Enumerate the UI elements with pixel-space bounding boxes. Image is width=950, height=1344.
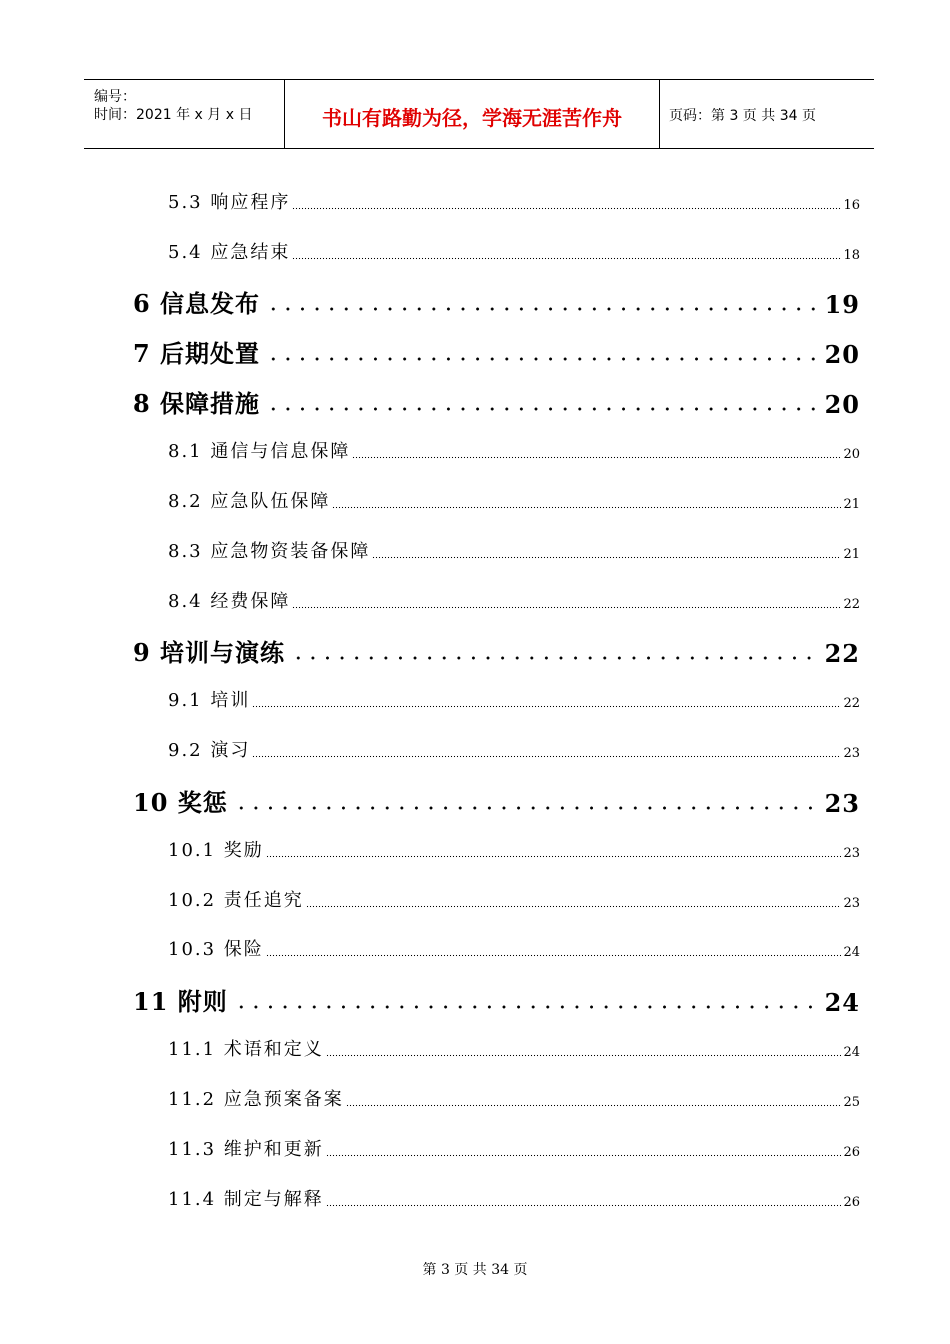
toc-entry-8-4[interactable] (168, 587, 860, 613)
toc-entry-page: 24 (843, 945, 860, 960)
toc-entry-page: 20 (824, 390, 860, 419)
toc-entry-label: 10.1 奖励 (168, 840, 264, 861)
toc-dot-leader (252, 702, 841, 708)
toc-entry-page: 23 (843, 746, 860, 761)
toc-entry-11[interactable] (133, 982, 860, 1017)
toc-entry-9[interactable] (133, 633, 860, 668)
toc-entry-label: 8 保障措施 (133, 389, 261, 418)
document-number-label: 编号： (94, 89, 136, 105)
toc-entry-page: 26 (843, 1145, 860, 1160)
toc-dot-leader (266, 305, 821, 313)
toc-dot-leader (266, 355, 821, 363)
toc-entry-page: 20 (843, 447, 860, 462)
toc-entry-6[interactable] (133, 284, 860, 319)
toc-dot-leader (326, 1051, 842, 1057)
toc-entry-page: 23 (843, 846, 860, 861)
toc-dot-leader (252, 752, 841, 758)
toc-entry-label: 9 培训与演练 (133, 638, 286, 667)
motto-text: 书山有路勤为径，学海无涯苦作舟 (322, 106, 622, 130)
toc-entry-label: 11.2 应急预案备案 (168, 1089, 344, 1110)
toc-entry-10[interactable] (133, 783, 860, 818)
toc-dot-leader (326, 1201, 842, 1207)
toc-dot-leader (332, 503, 841, 509)
toc-entry-label: 6 信息发布 (133, 289, 261, 318)
toc-entry-label: 11 附则 (133, 987, 228, 1016)
toc-entry-page: 23 (843, 896, 860, 911)
document-time-label: 时间：2021 年 x 月 x 日 (94, 107, 253, 123)
toc-entry-label: 8.1 通信与信息保障 (168, 441, 351, 462)
toc-dot-leader (266, 852, 842, 858)
toc-entry-label: 11.4 制定与解释 (168, 1189, 324, 1210)
toc-entry-11-1[interactable] (168, 1035, 860, 1061)
page-info-label: 页码：第 3 页 共 34 页 (669, 108, 816, 124)
toc-entry-8[interactable] (133, 384, 860, 419)
toc-entry-label: 8.2 应急队伍保障 (168, 491, 331, 512)
header-middle-cell (284, 80, 660, 148)
toc-entry-page: 22 (843, 696, 860, 711)
toc-entry-page: 19 (824, 290, 860, 319)
toc-entry-5-4[interactable] (168, 238, 860, 264)
toc-entry-page: 22 (824, 639, 860, 668)
toc-entry-9-1[interactable] (168, 686, 860, 712)
toc-dot-leader (292, 254, 841, 260)
toc-entry-page: 16 (843, 198, 860, 213)
toc-entry-page: 21 (843, 547, 860, 562)
toc-dot-leader (306, 902, 842, 908)
toc-entry-label: 8.4 经费保障 (168, 591, 291, 612)
toc-entry-label: 10.2 责任追究 (168, 890, 304, 911)
toc-entry-label: 5.3 响应程序 (168, 192, 291, 213)
toc-entry-label: 7 后期处置 (133, 339, 261, 368)
toc-entry-label: 11.3 维护和更新 (168, 1139, 324, 1160)
toc-entry-9-2[interactable] (168, 736, 860, 762)
toc-entry-10-2[interactable] (168, 886, 860, 912)
toc-entry-11-2[interactable] (168, 1085, 860, 1111)
toc-entry-7[interactable] (133, 334, 860, 369)
toc-entry-label: 10 奖惩 (133, 788, 228, 817)
toc-entry-page: 21 (843, 497, 860, 512)
toc-entry-8-3[interactable] (168, 537, 860, 563)
header-right-cell (659, 80, 874, 148)
toc-entry-page: 25 (843, 1095, 860, 1110)
toc-entry-8-2[interactable] (168, 487, 860, 513)
toc-entry-page: 24 (824, 988, 860, 1017)
toc-entry-11-3[interactable] (168, 1135, 860, 1161)
toc-entry-label: 11.1 术语和定义 (168, 1039, 324, 1060)
toc-dot-leader (266, 951, 842, 957)
toc-entry-label: 9.1 培训 (168, 690, 251, 711)
toc-dot-leader (346, 1101, 842, 1107)
toc-entry-11-4[interactable] (168, 1185, 860, 1211)
toc-dot-leader (352, 453, 841, 459)
toc-entry-10-1[interactable] (168, 836, 860, 862)
page-footer: 第 3 页 共 34 页 (422, 1262, 528, 1278)
toc-entry-page: 24 (843, 1045, 860, 1060)
header-table (84, 79, 874, 149)
toc-dot-leader (234, 804, 821, 812)
header-left-cell (84, 80, 284, 148)
toc-entry-label: 8.3 应急物资装备保障 (168, 541, 371, 562)
toc-entry-page: 18 (843, 248, 860, 263)
toc-entry-10-3[interactable] (168, 935, 860, 961)
toc-entry-page: 22 (843, 597, 860, 612)
toc-dot-leader (326, 1151, 842, 1157)
toc-entry-page: 26 (843, 1195, 860, 1210)
toc-entry-5-3[interactable] (168, 188, 860, 214)
toc-entry-page: 23 (824, 789, 860, 818)
toc-dot-leader (291, 654, 821, 662)
toc-entry-label: 5.4 应急结束 (168, 242, 291, 263)
toc-entry-8-1[interactable] (168, 437, 860, 463)
toc-dot-leader (372, 553, 841, 559)
toc-entry-page: 20 (824, 340, 860, 369)
toc-dot-leader (292, 603, 841, 609)
toc-dot-leader (234, 1003, 821, 1011)
toc-entry-label: 10.3 保险 (168, 939, 264, 960)
toc-dot-leader (266, 405, 821, 413)
toc-entry-label: 9.2 演习 (168, 740, 251, 761)
toc-dot-leader (292, 204, 841, 210)
